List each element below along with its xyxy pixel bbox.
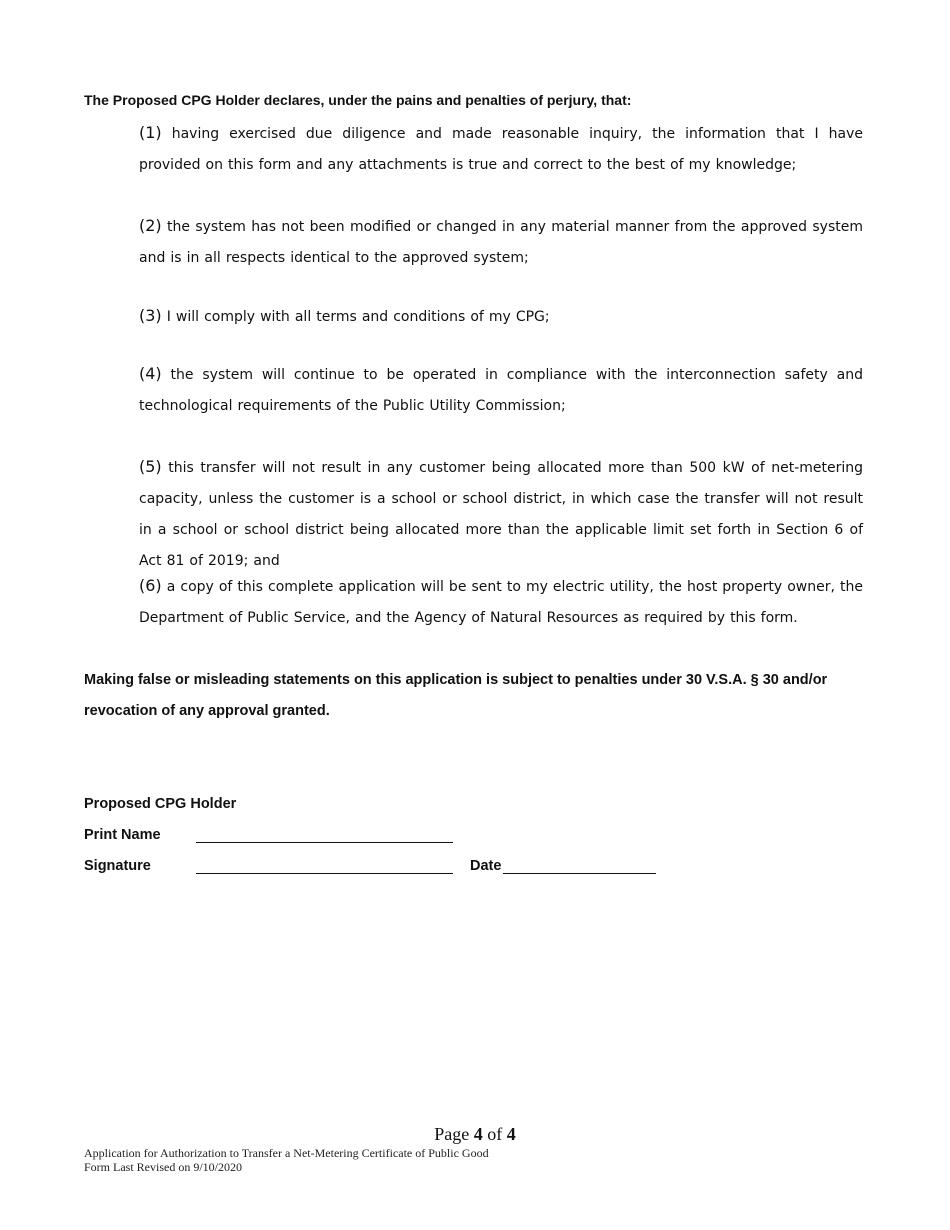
clause-5-number: (5) <box>139 457 162 476</box>
clause-6 <box>139 570 863 634</box>
footer-form-title: Application for Authorization to Transfer a Net-Metering Certificate of Public Good <box>84 1146 489 1160</box>
clause-2 <box>139 210 863 274</box>
clause-6-text: a copy of this complete application will be sent to my electric utility, the host property owner, the Department of Public Service, and the Agency of Natural Resources as required by this form. <box>139 579 863 626</box>
clause-3-number: (3) <box>139 306 162 325</box>
clause-2-text: the system has not been modified or changed in any material manner from the approved system and is in all respects identical to the approved system; <box>139 219 863 266</box>
signature-block-heading: Proposed CPG Holder <box>84 796 237 812</box>
print-name-field[interactable] <box>196 842 453 843</box>
date-field[interactable] <box>503 873 656 874</box>
clause-2-number: (2) <box>139 216 162 235</box>
date-label: Date <box>470 858 502 874</box>
page-of: of <box>487 1124 503 1144</box>
print-name-label: Print Name <box>84 827 161 843</box>
clause-3-text: I will comply with all terms and conditions of my CPG; <box>166 309 550 325</box>
clause-1-text: having exercised due diligence and made reasonable inquiry, the information that I have provided on this form and any attachments is true and correct to the best of my knowledge; <box>139 126 863 173</box>
perjury-warning: Making false or misleading statements on this application is subject to penalties under 30 V.S.A. § 30 and/or revocation of any approval granted. <box>84 672 828 719</box>
clause-3 <box>139 300 863 333</box>
clause-1 <box>139 117 863 181</box>
page-prefix: Page <box>434 1124 470 1144</box>
clause-5 <box>139 451 863 577</box>
signature-label: Signature <box>84 858 151 874</box>
page-current: 4 <box>473 1124 483 1144</box>
signature-field[interactable] <box>196 873 453 874</box>
clause-4 <box>139 358 863 422</box>
clause-5-text: this transfer will not result in any customer being allocated more than 500 kW of net-metering capacity, unless the customer is a school or school district, in which case the transfer will not result in a school or school district being allocated more than the applicable limit set forth in Section 6 of Act 81 of 2019; and <box>139 460 863 569</box>
declaration-intro: The Proposed CPG Holder declares, under the pains and penalties of perjury, that: <box>84 92 632 108</box>
clause-6-number: (6) <box>139 576 162 595</box>
footer-revised-date: Form Last Revised on 9/10/2020 <box>84 1160 242 1174</box>
page-number <box>0 1124 950 1144</box>
clause-1-number: (1) <box>139 123 162 142</box>
clause-4-number: (4) <box>139 364 162 383</box>
clause-4-text: the system will continue to be operated in compliance with the interconnection safety and technological requirements of the Public Utility Commission; <box>139 367 863 414</box>
page-total: 4 <box>506 1124 516 1144</box>
